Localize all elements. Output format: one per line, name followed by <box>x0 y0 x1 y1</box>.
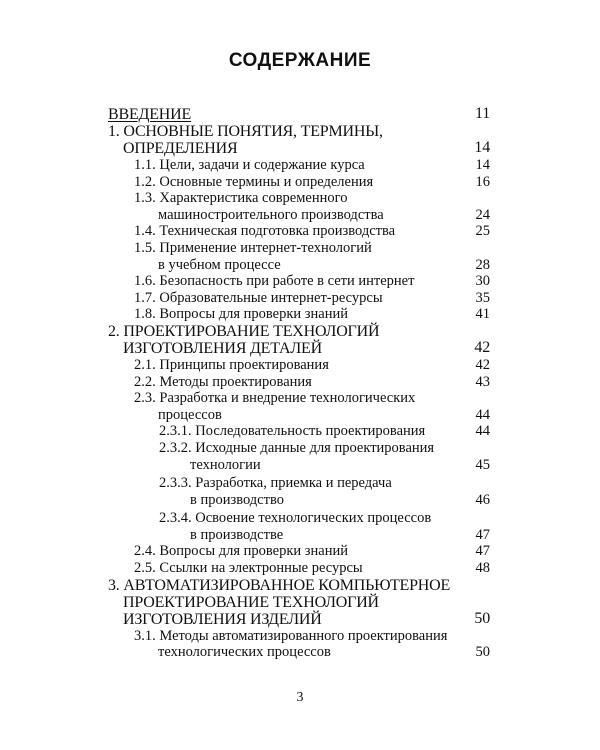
toc-entry-title-line: 2.3.1. Последовательность проектирования <box>159 423 426 440</box>
page-number: 3 <box>296 690 304 705</box>
toc-entry-title-line: 2.5. Ссылки на электронные ресурсы <box>134 560 363 577</box>
toc-entry <box>108 543 490 560</box>
toc-entry-title-line: 1.2. Основные термины и определения <box>134 173 374 190</box>
toc-entry-title-line: машиностроительного производства <box>158 206 384 223</box>
toc-entry <box>108 374 490 391</box>
toc-entry-page-number: 47 <box>475 526 490 543</box>
toc-entry-title-line: 2.4. Вопросы для проверки знаний <box>134 543 348 560</box>
toc-entry <box>108 440 490 473</box>
toc-entry-title-line: 1.7. Образовательные интернет-ресурсы <box>134 289 383 306</box>
toc-entry-page-number: 50 <box>475 644 490 661</box>
toc-entry-title-line: 2.2. Методы проектирования <box>134 373 312 390</box>
toc-entry-page-number: 46 <box>475 491 490 508</box>
toc-entry-page-number: 44 <box>475 406 490 423</box>
toc-entry-page-number: 41 <box>475 306 490 323</box>
toc-entry-page-number: 35 <box>475 289 490 306</box>
toc-entry-title-line: ВВЕДЕНИЕ <box>108 106 192 123</box>
toc-entry-title-line: процессов <box>158 406 222 423</box>
toc-entry-page-number: 25 <box>475 223 490 240</box>
toc-entry-page-number: 47 <box>475 543 490 560</box>
toc-entry-page-number: 11 <box>474 105 490 123</box>
toc-entry-page-number: 42 <box>474 339 490 357</box>
toc-entry-title-line: ИЗГОТОВЛЕНИЯ ДЕТАЛЕЙ <box>123 339 322 357</box>
toc-entry <box>108 475 490 508</box>
toc-entry-title-line: 1. ОСНОВНЫЕ ПОНЯТИЯ, ТЕРМИНЫ, <box>108 123 383 140</box>
toc-entry-page-number: 14 <box>474 139 490 157</box>
toc-entry-title-line: ПРОЕКТИРОВАНИЕ ТЕХНОЛОГИЙ <box>123 593 379 611</box>
toc-entry <box>108 306 490 323</box>
toc-entry-title-line: ОПРЕДЕЛЕНИЯ <box>123 140 238 157</box>
toc-entry-page-number: 28 <box>475 256 490 273</box>
table-of-contents <box>108 106 490 661</box>
toc-entry-title-line: 2.3.4. Освоение технологических процессов <box>159 510 432 527</box>
toc-entry-title-line: 3.1. Методы автоматизированного проектирования <box>134 627 448 644</box>
toc-entry-title-line: 1.4. Техническая подготовка производства <box>134 223 396 240</box>
toc-entry-page-number: 44 <box>475 423 490 440</box>
toc-entry <box>108 123 490 157</box>
toc-entry-title-line: в учебном процессе <box>158 256 281 273</box>
toc-entry-title-line: 2.3. Разработка и внедрение технологических <box>134 390 416 407</box>
toc-entry-title-line: 2.1. Принципы проектирования <box>134 356 329 373</box>
toc-entry-title-line: в производстве <box>190 526 284 543</box>
toc-entry <box>108 577 490 628</box>
toc-entry-title-line: 1.8. Вопросы для проверки знаний <box>134 306 348 323</box>
toc-entry <box>108 357 490 374</box>
toc-entry-page-number: 43 <box>475 373 490 390</box>
toc-entry-title-line: 1.6. Безопасность при работе в сети интернет <box>134 273 415 290</box>
toc-entry <box>108 240 490 273</box>
toc-entry-page-number: 24 <box>475 206 490 223</box>
toc-entry-page-number: 30 <box>475 273 490 290</box>
toc-entry-title-line: 2.3.3. Разработка, приемка и передача <box>159 475 392 492</box>
toc-entry-title-line: 1.5. Применение интернет-технологий <box>134 239 372 256</box>
toc-entry-page-number: 45 <box>475 456 490 473</box>
toc-entry <box>108 423 490 440</box>
toc-entry <box>108 106 490 123</box>
toc-entry-page-number: 42 <box>475 356 490 373</box>
toc-entry-title-line: ИЗГОТОВЛЕНИЯ ИЗДЕЛИЙ <box>123 610 322 628</box>
toc-entry <box>108 174 490 191</box>
toc-entry <box>108 273 490 290</box>
toc-entry-title-line: технологических процессов <box>158 644 331 661</box>
toc-entry-title-line: 3. АВТОМАТИЗИРОВАННОЕ КОМПЬЮТЕРНОЕ <box>108 576 451 594</box>
toc-entry <box>108 628 490 661</box>
toc-entry-title-line: 2. ПРОЕКТИРОВАНИЕ ТЕХНОЛОГИЙ <box>108 322 380 340</box>
toc-entry-title-line: 2.3.2. Исходные данные для проектирования <box>159 439 435 456</box>
toc-entry <box>108 290 490 307</box>
toc-entry <box>108 510 490 543</box>
toc-entry-title-line: в производство <box>190 491 284 508</box>
toc-entry <box>108 223 490 240</box>
toc-entry <box>108 190 490 223</box>
toc-entry-page-number: 50 <box>474 610 490 628</box>
toc-entry-page-number: 14 <box>475 157 490 173</box>
toc-entry-title-line: 1.1. Цели, задачи и содержание курса <box>134 157 365 173</box>
toc-entry <box>108 157 490 174</box>
toc-entry-title-line: 1.3. Характеристика современного <box>134 190 348 207</box>
toc-entry <box>108 560 490 577</box>
toc-entry-page-number: 48 <box>475 560 490 577</box>
toc-entry <box>108 390 490 423</box>
page-title: СОДЕРЖАНИЕ <box>228 50 372 71</box>
toc-entry-title-line: технологии <box>190 456 261 473</box>
toc-entry <box>108 323 490 357</box>
toc-entry-page-number: 16 <box>475 173 490 190</box>
